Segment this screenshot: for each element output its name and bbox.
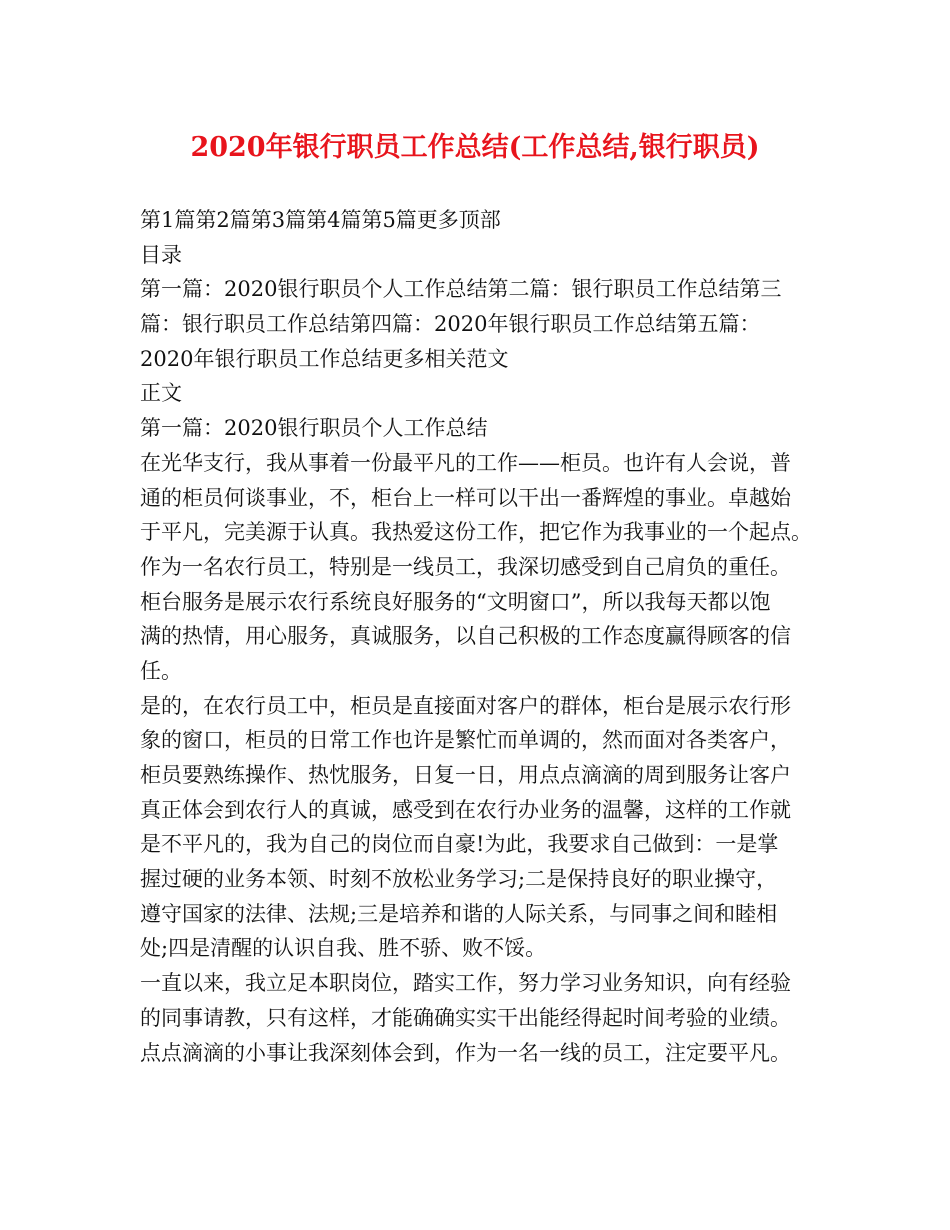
body-line: 在光华支行，我从事着一份最平凡的工作——柜员。也许有人会说，普 — [140, 450, 791, 475]
body-line: 遵守国家的法律、法规;三是培养和谐的人际关系，与同事之间和睦相 — [140, 901, 778, 926]
body-line: 处;四是清醒的认识自我、胜不骄、败不馁。 — [140, 936, 547, 961]
body-line: 通的柜员何谈事业，不，柜台上一样可以干出一番辉煌的事业。卓越始 — [140, 485, 791, 510]
body-line: 于平凡，完美源于认真。我热爱这份工作，把它作为我事业的一个起点。 — [140, 520, 812, 545]
body-line: 真正体会到农行人的真诚，感受到在农行办业务的温馨，这样的工作就 — [140, 797, 791, 822]
body-line: 正文 — [140, 381, 182, 406]
body-line: 2020年银行职员工作总结更多相关范文 — [140, 346, 509, 371]
body-line: 篇：银行职员工作总结第四篇：2020年银行职员工作总结第五篇： — [140, 312, 761, 337]
document-title: 2020年银行职员工作总结(工作总结,银行职员) — [190, 132, 760, 163]
body-line: 第一篇：2020银行职员个人工作总结第二篇：银行职员工作总结第三 — [140, 277, 782, 302]
body-line: 满的热情，用心服务，真诚服务，以自己积极的工作态度赢得顾客的信 — [140, 624, 791, 649]
body-line: 任。 — [140, 658, 182, 683]
body-line: 的同事请教，只有这样，才能确确实实干出能经得起时间考验的业绩。 — [140, 1005, 791, 1030]
body-line: 是不平凡的，我为自己的岗位而自豪!为此，我要求自己做到：一是掌 — [140, 832, 779, 857]
document-body — [140, 203, 820, 1070]
body-line: 柜台服务是展示农行系统良好服务的“文明窗口”，所以我每天都以饱 — [140, 589, 771, 614]
body-line: 一直以来，我立足本职岗位，踏实工作，努力学习业务知识，向有经验 — [140, 971, 791, 996]
body-line: 目录 — [140, 242, 182, 267]
body-line: 作为一名农行员工，特别是一线员工，我深切感受到自己肩负的重任。 — [140, 554, 791, 579]
body-line: 是的，在农行员工中，柜员是直接面对客户的群体，柜台是展示农行形 — [140, 693, 791, 718]
body-line: 第一篇：2020银行职员个人工作总结 — [140, 416, 488, 441]
body-line: 象的窗口，柜员的日常工作也许是繁忙而单调的，然而面对各类客户， — [140, 728, 791, 753]
body-line: 柜员要熟练操作、热忱服务，日复一日，用点点滴滴的周到服务让客户 — [140, 763, 791, 787]
body-line: 第1篇第2篇第3篇第4篇第5篇更多顶部 — [140, 208, 501, 232]
body-line: 点点滴滴的小事让我深刻体会到，作为一名一线的员工，注定要平凡。 — [140, 1040, 791, 1065]
body-line: 握过硬的业务本领、时刻不放松业务学习;二是保持良好的职业操守， — [140, 867, 778, 892]
